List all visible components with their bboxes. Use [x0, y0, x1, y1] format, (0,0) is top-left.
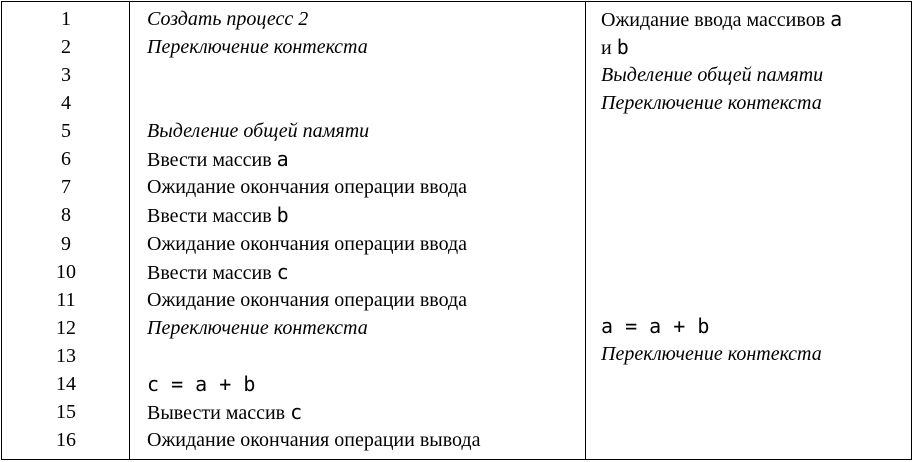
step-text: [147, 201, 289, 229]
step-code: c: [276, 260, 289, 284]
step-number: 2: [61, 36, 71, 58]
step-code: c = a + b: [147, 372, 256, 396]
step-number: 5: [61, 120, 71, 142]
step-number: 10: [56, 261, 76, 283]
step-text: Ожидание окончания операции ввода: [147, 289, 468, 311]
step-text-label: Ввести массив: [147, 262, 277, 284]
step-number: 4: [61, 92, 71, 114]
step-text: Переключение контекста: [147, 317, 368, 339]
step-number: 8: [61, 204, 71, 226]
step-code: a: [276, 147, 289, 171]
step-number: 14: [56, 373, 76, 395]
step-code: b: [276, 203, 289, 227]
step-text: Создать процесс 2: [147, 8, 309, 30]
step-text-label: Ожидание ввода массивов: [601, 9, 831, 31]
step-code: a = a + b: [601, 314, 710, 338]
step-number: 6: [61, 148, 71, 170]
step-text: [601, 5, 842, 33]
step-number: 12: [56, 317, 76, 339]
step-text: [147, 258, 289, 286]
step-text-label: и: [601, 37, 617, 59]
step-text: Ожидание окончания операции вывода: [147, 429, 481, 451]
step-number: 3: [61, 64, 71, 86]
step-code: b: [616, 35, 629, 59]
step-number: 16: [56, 429, 76, 451]
step-text: Ожидание окончания операции ввода: [147, 233, 468, 255]
step-text-label: Ввести массив: [147, 149, 277, 171]
step-number: 7: [61, 176, 71, 198]
step-text: Переключение контекста: [147, 36, 368, 58]
step-text: Выделение общей памяти: [147, 120, 370, 142]
process-1-column: [131, 2, 586, 459]
step-code: a: [830, 7, 843, 31]
step-text: [601, 33, 629, 61]
step-number: 9: [61, 233, 71, 255]
process-table: [1, 1, 912, 460]
step-text-label: Ввести массив: [147, 205, 277, 227]
step-text: [147, 398, 302, 426]
step-code: c: [290, 400, 303, 424]
step-number: 11: [56, 289, 76, 311]
step-text: Переключение контекста: [601, 92, 822, 114]
step-text: Ожидание окончания операции ввода: [147, 176, 468, 198]
step-number: 13: [56, 345, 76, 367]
step-number: 15: [56, 401, 76, 423]
step-number-column: [2, 2, 130, 459]
step-text: Переключение контекста: [601, 343, 822, 365]
step-text: [147, 145, 289, 173]
step-text-label: Вывести массив: [147, 402, 291, 424]
process-2-column: [587, 2, 911, 459]
step-number: 1: [61, 8, 71, 30]
step-text: Выделение общей памяти: [601, 64, 824, 86]
